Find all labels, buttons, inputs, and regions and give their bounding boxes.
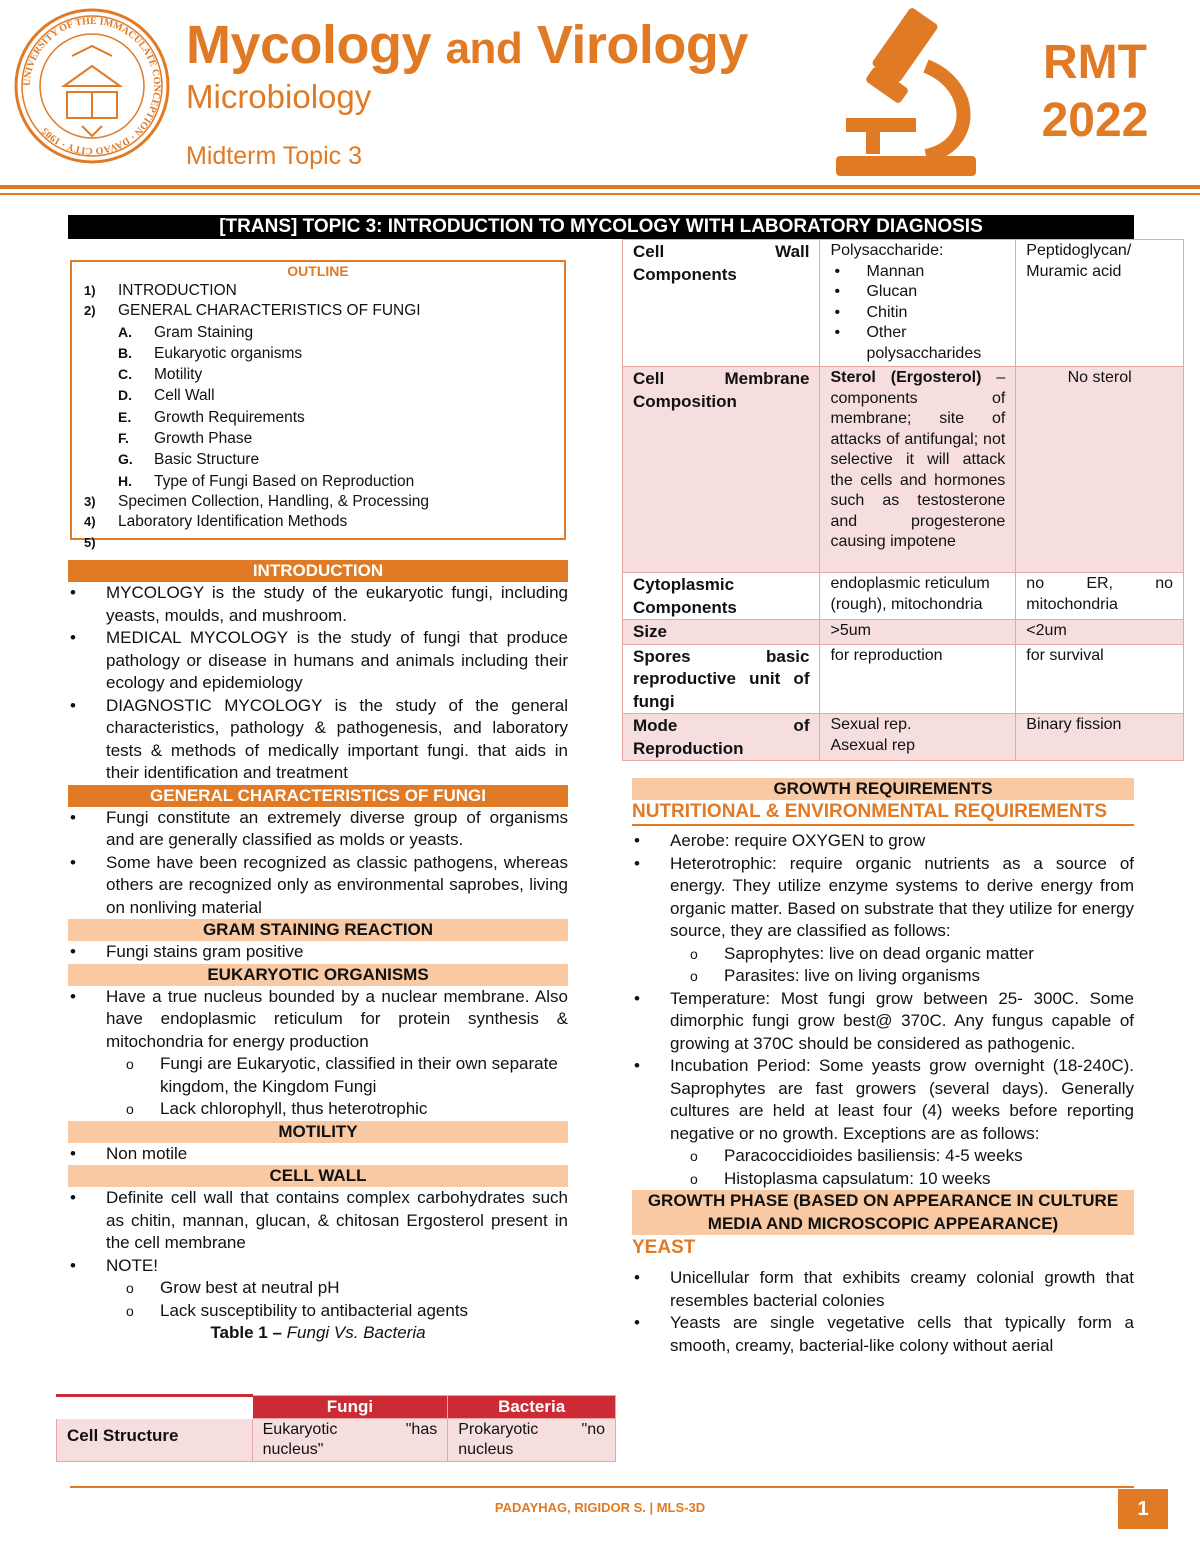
list-item: • Fungi stains gram positive: [68, 941, 568, 964]
table-cell: for survival: [1016, 644, 1184, 714]
list-item: • Non motile: [68, 1143, 568, 1166]
list-item: • MYCOLOGY is the study of the eukaryotic fungi, including yeasts, moulds, and mushroom.: [68, 582, 568, 627]
page-number: 1: [1118, 1489, 1168, 1529]
list-item: • Unicellular form that exhibits creamy colonial growth that resembles bacterial colonies: [632, 1267, 1134, 1312]
header-rule: [0, 185, 1200, 189]
table-cell: Prokaryotic "no nucleus: [448, 1418, 616, 1461]
table-cell: Binary fission: [1016, 714, 1184, 761]
sub-list-item: o Paracoccidioides basiliensis: 4-5 weeks: [632, 1145, 1134, 1168]
rmt-badge: [1030, 34, 1160, 150]
table-cell: Mode of Reproduction: [623, 714, 820, 761]
table-cell: >5um: [820, 620, 1016, 645]
table-row: [623, 573, 1184, 620]
topic-banner: [TRANS] TOPIC 3: INTRODUCTION TO MYCOLOGY WITH LABORATORY DIAGNOSIS: [68, 215, 1134, 239]
list-item: • Temperature: Most fungi grow between 25- 300C. Some dimorphic fungi grow best@ 370C. Any fungus capable of growing at 370C should be considered as pathogenic.: [632, 988, 1134, 1056]
subsection-nutritional: NUTRITIONAL & ENVIRONMENTAL REQUIREMENTS: [632, 800, 1134, 826]
sub-list-item: o Parasites: live on living organisms: [632, 965, 1134, 988]
sub-list-item: o Lack susceptibility to antibacterial agents: [68, 1300, 568, 1323]
cell-text: Polysaccharide:: [830, 242, 944, 259]
table-row: [623, 367, 1184, 573]
table-cell: <2um: [1016, 620, 1184, 645]
seal-text: UNIVERSITY OF THE IMMACULATE CONCEPTION · DAVAO CITY · 1905: [21, 15, 163, 157]
table-row: [623, 714, 1184, 761]
list-item: • Yeasts are single vegetative cells that typically form a smooth, creamy, bacterial-like colony without aerial: [632, 1312, 1134, 1357]
table-cell: Cell Wall Components: [623, 240, 820, 367]
comparison-table: [622, 239, 1184, 761]
table-row: [623, 620, 1184, 645]
university-seal: [12, 6, 172, 166]
outline-item: 5): [84, 534, 96, 550]
table-cell: Sterol (Ergosterol) – components of membrane; site of attacks of antifungal; not selective it will attack the cells and hormones such as testosterone and progesterone causing impotene: [820, 367, 1016, 573]
topic-label: Midterm Topic 3: [186, 142, 362, 170]
list-item: • Glucan: [830, 282, 1005, 303]
left-column: [68, 560, 568, 1345]
list-item: • Incubation Period: Some yeasts grow overnight (18-240C). Saprophytes are fast growers (several days). Generally cultures are held at least four (4) weeks before reporting negative or no growth. Exceptions are as follows:: [632, 1055, 1134, 1145]
table-cell: Eukaryotic "has nucleus": [252, 1418, 448, 1461]
outline-item: 1) INTRODUCTION: [84, 282, 237, 299]
outline-item: D. Cell Wall: [118, 387, 215, 405]
section-growth-requirements: GROWTH REQUIREMENTS: [632, 778, 1134, 800]
list-item: • Other polysaccharides: [830, 323, 1005, 364]
table-cell: no ER, no mitochondria: [1016, 573, 1184, 620]
bullet-list: [830, 262, 1005, 365]
table-header-cell: [57, 1396, 253, 1419]
table-header-row: [57, 1396, 616, 1419]
table-cell: No sterol: [1016, 367, 1184, 573]
section-gram-staining: GRAM STAINING REACTION: [68, 919, 568, 941]
table-header-cell: Bacteria: [448, 1396, 616, 1419]
rmt-label: RMT: [1043, 36, 1147, 89]
section-eukaryotic: EUKARYOTIC ORGANISMS: [68, 964, 568, 986]
subsection-yeast: YEAST: [632, 1237, 696, 1258]
table-cell: Spores basic reproductive unit of fungi: [623, 644, 820, 714]
title-word-virology: Virology: [536, 15, 748, 75]
outline-heading: OUTLINE: [287, 263, 349, 279]
list-item: • MEDICAL MYCOLOGY is the study of fungi that produce pathology or disease in humans and animals including their ecology and epidemiology: [68, 627, 568, 695]
sub-list-item: o Histoplasma capsulatum: 10 weeks: [632, 1168, 1134, 1191]
footer-rule: [70, 1486, 1134, 1488]
list-item: • Fungi constitute an extremely diverse group of organisms and are generally classified as molds or yeasts.: [68, 807, 568, 852]
table-cell: Peptidoglycan/ Muramic acid: [1016, 240, 1184, 367]
document-subtitle: Microbiology: [186, 78, 372, 115]
table-cell: Size: [623, 620, 820, 645]
fungi-bacteria-table: [56, 1394, 616, 1462]
outline-list: [84, 281, 429, 553]
section-growth-phase: GROWTH PHASE (BASED ON APPEARANCE IN CULTURE MEDIA AND MICROSCOPIC APPEARANCE): [632, 1190, 1134, 1235]
footer-author: PADAYHAG, RIGIDOR S. | MLS-3D: [494, 1500, 706, 1515]
microscope-icon: [826, 6, 986, 186]
table-cell: Cell Membrane Composition: [623, 367, 820, 573]
outline-item: C. Motility: [118, 366, 203, 384]
list-item: • Have a true nucleus bounded by a nuclear membrane. Also have endoplasmic reticulum for protein synthesis & mitochondria for energy production: [68, 986, 568, 1054]
list-item: • Mannan: [830, 262, 1005, 283]
section-cell-wall: CELL WALL: [68, 1165, 568, 1187]
list-item: • NOTE!: [68, 1255, 568, 1278]
outline-item: 3) Specimen Collection, Handling, & Processing: [84, 492, 430, 510]
outline-item: A. Gram Staining: [118, 323, 254, 341]
table-cell: for reproduction: [820, 644, 1016, 714]
right-column: [632, 778, 1134, 1357]
document-title: [186, 14, 748, 76]
outline-box: [70, 260, 566, 550]
outline-item: 2) GENERAL CHARACTERISTICS OF FUNGI: [84, 302, 421, 320]
sub-list-item: o Saprophytes: live on dead organic matter: [632, 943, 1134, 966]
list-item: • DIAGNOSTIC MYCOLOGY is the study of the general characteristics, pathology & pathogenesis, and laboratory tests & methods of medically important fungi. that aids in their identification and treatment: [68, 695, 568, 785]
list-item: • Heterotrophic: require organic nutrients as a source of energy. They utilize enzyme systems to derive energy from organic matter. Based on substrate that they utilize for energy source, they are classified as follows:: [632, 853, 1134, 943]
table-cell: Cell Structure: [57, 1418, 253, 1461]
sub-list-item: o Fungi are Eukaryotic, classified in their own separate kingdom, the Kingdom Fungi: [68, 1053, 568, 1098]
table-row: [623, 644, 1184, 714]
sub-list-item: o Grow best at neutral pH: [68, 1277, 568, 1300]
table-cell: Sexual rep. Asexual rep: [820, 714, 1016, 761]
outline-item: G. Basic Structure: [118, 451, 260, 469]
section-motility: MOTILITY: [68, 1121, 568, 1143]
outline-item: B. Eukaryotic organisms: [118, 344, 303, 362]
outline-item: H. Type of Fungi Based on Reproduction: [118, 472, 415, 490]
rmt-year: 2022: [1041, 94, 1149, 147]
title-word-and: and: [445, 24, 523, 73]
table-cell: endoplasmic reticulum (rough), mitochondria: [820, 573, 1016, 620]
title-word-mycology: Mycology: [186, 15, 432, 75]
table-header-cell: Fungi: [252, 1396, 448, 1419]
section-introduction: INTRODUCTION: [68, 560, 568, 582]
list-item: • Some have been recognized as classic pathogens, whereas others are recognized only as environmental saprobes, living on nonliving material: [68, 852, 568, 920]
table-caption: Table 1 – Fungi Vs. Bacteria: [210, 1323, 426, 1342]
table-row: [623, 240, 1184, 367]
table-cell: Cytoplasmic Components: [623, 573, 820, 620]
table-row: [57, 1418, 616, 1461]
outline-item: E. Growth Requirements: [118, 408, 305, 426]
list-item: • Aerobe: require OXYGEN to grow: [632, 830, 1134, 853]
list-item: • Definite cell wall that contains complex carbohydrates such as chitin, mannan, glucan, & chitosan Ergosterol present in the cell membrane: [68, 1187, 568, 1255]
list-item: • Chitin: [830, 303, 1005, 324]
outline-item: F. Growth Phase: [118, 430, 253, 448]
outline-item: 4) Laboratory Identification Methods: [84, 513, 348, 531]
header-rule-thin: [0, 193, 1200, 195]
table-cell: [820, 240, 1016, 367]
section-general-characteristics: GENERAL CHARACTERISTICS OF FUNGI: [68, 785, 568, 807]
sub-list-item: o Lack chlorophyll, thus heterotrophic: [68, 1098, 568, 1121]
